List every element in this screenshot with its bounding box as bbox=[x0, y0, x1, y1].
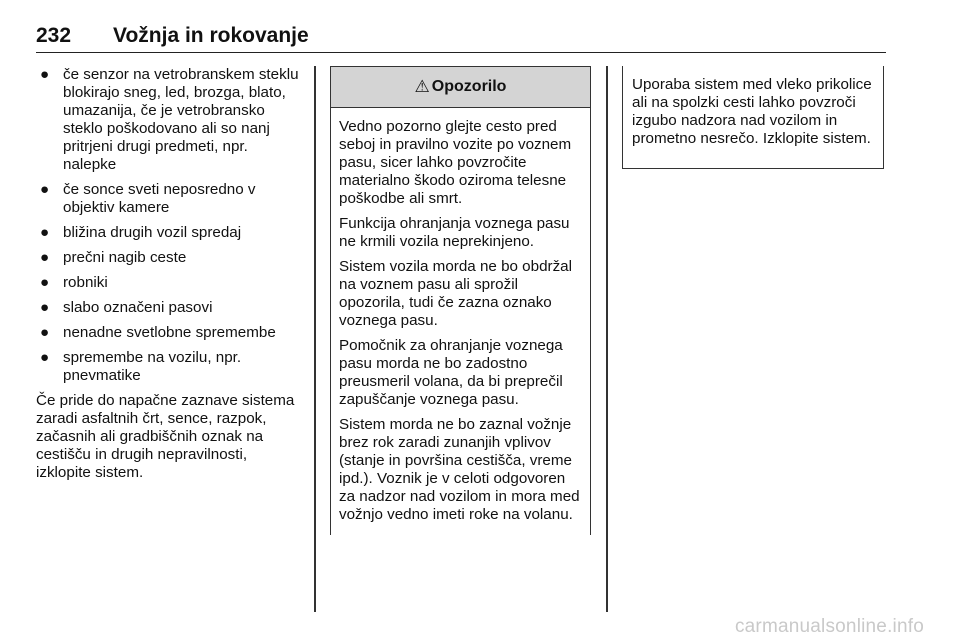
warning-continuation-box bbox=[622, 66, 884, 169]
watermark: carmanualsonline.info bbox=[734, 616, 924, 637]
list-item: ● prečni nagib ceste bbox=[40, 249, 187, 266]
warning-paragraph: Sistem vozila morda ne bo obdržal na voznem pasu ali sprožil opozorila, tudi če zazna oznako voznega pasu. bbox=[339, 258, 572, 329]
list-item: ● če sonce sveti neposredno v objektiv kamere bbox=[40, 181, 256, 216]
list-item: ● spremembe na vozilu, npr. pnevmatike bbox=[40, 349, 242, 384]
warning-paragraph: Sistem morda ne bo zaznal vožnje brez rok zaradi zunanjih vplivov (stanje in površina cestišča, vreme ipd.). Voznik je v celoti odgovoren za nadzor nad vozilom in mora med vožnjo vedno imeti roke na volanu. bbox=[339, 416, 580, 523]
warning-paragraph: Funkcija ohranjanja voznega pasu ne krmili vozila neprekinjeno. bbox=[339, 215, 570, 250]
bullet-icon: ● bbox=[40, 349, 50, 366]
list-item: ● če senzor na vetrobranskem steklu blokirajo sneg, led, brozga, blato, umazanija, če je vetrobransko steklo poškodovano ali so nanj pritrjeni drugi predmeti, npr. nalepke bbox=[40, 66, 299, 173]
list-item: ● nenadne svetlobne spremembe bbox=[40, 324, 276, 341]
page-number: 232 bbox=[36, 24, 72, 47]
bullet-icon: ● bbox=[40, 324, 50, 341]
warning-box bbox=[330, 66, 591, 535]
bullet-icon: ● bbox=[40, 249, 50, 266]
warning-title: Opozorilo bbox=[431, 78, 507, 95]
list-item: ● robniki bbox=[40, 274, 108, 291]
condition-list bbox=[36, 66, 304, 385]
bullet-icon: ● bbox=[40, 181, 50, 198]
warning-triangle-icon: ⚠ bbox=[414, 77, 430, 96]
column-divider bbox=[606, 66, 608, 612]
warning-paragraph: Vedno pozorno glejte cesto pred seboj in pravilno vozite po voznem pasu, sicer lahko povzročite materialno škodo oziroma telesne poškodbe ali smrt. bbox=[339, 118, 572, 207]
warning-body bbox=[331, 108, 590, 524]
page-header bbox=[36, 22, 886, 53]
list-item: ● bližina drugih vozil spredaj bbox=[40, 224, 242, 241]
page-title: Vožnja in rokovanje bbox=[113, 24, 309, 47]
body-paragraph: Če pride do napačne zaznave sistema zaradi asfaltnih črt, sence, razpok, začasnih ali gradbiščnih oznak na cestišču in drugih nepravilnosti, izklopite sistem. bbox=[36, 392, 295, 481]
warning-header bbox=[331, 67, 590, 108]
column-divider bbox=[314, 66, 316, 612]
bullet-icon: ● bbox=[40, 299, 50, 316]
left-column bbox=[36, 66, 304, 482]
list-item: ● slabo označeni pasovi bbox=[40, 299, 213, 316]
bullet-icon: ● bbox=[40, 224, 50, 241]
warning-continuation-text: Uporaba sistem med vleko prikolice ali na spolzki cesti lahko povzroči izgubo nadzora nad vozilom in prometno nesrečo. Izklopite sistem. bbox=[632, 76, 872, 147]
bullet-icon: ● bbox=[40, 274, 50, 291]
bullet-icon: ● bbox=[40, 66, 50, 83]
warning-paragraph: Pomočnik za ohranjanje voznega pasu morda ne bo zadostno preusmeril volana, da bi preprečil zapuščanje voznega pasu. bbox=[339, 337, 563, 408]
